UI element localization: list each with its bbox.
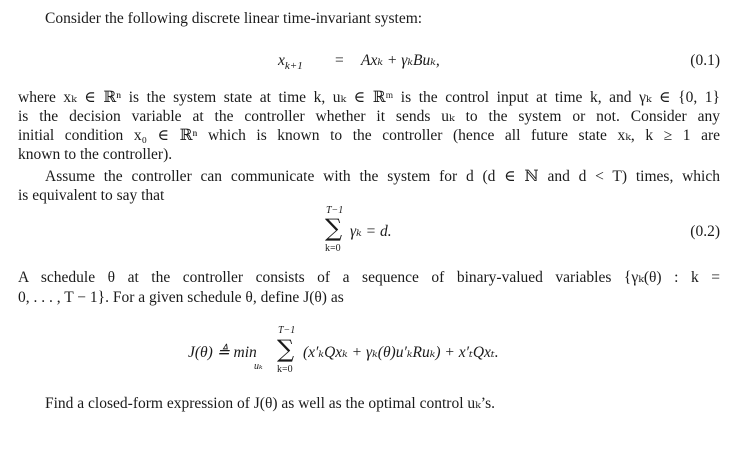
- para1-line-4: known to the controller).: [18, 146, 173, 163]
- para3-line-1: A schedule θ at the controller consists of a sequence of binary-valued variables {γₖ(θ) : k =: [18, 269, 720, 286]
- eq1-number: (0.1): [690, 52, 720, 69]
- eq3-min-subscript: uₖ: [254, 361, 263, 372]
- eq1-relation: =: [335, 52, 344, 69]
- eq1-lhs: [278, 51, 303, 76]
- eq3-body: (x′ₖQxₖ + γₖ(θ)u′ₖRuₖ) + x′ₜQxₜ.: [303, 344, 499, 361]
- eq3-sum-lower-limit: k=0: [277, 364, 293, 375]
- summation-symbol: ∑: [325, 214, 343, 242]
- summation-symbol-2: ∑: [277, 335, 295, 363]
- para2-line-1: Assume the controller can communicate with the system for d (d ∈ ℕ and d < T) times, which: [45, 168, 720, 185]
- para1-line-1: where xₖ ∈ ℝⁿ is the system state at time k, uₖ ∈ ℝᵐ is the control input at time k, and γₖ ∈ {0, 1}: [18, 89, 720, 106]
- eq3-lhs: J(θ) ≜ min: [188, 344, 257, 361]
- para1-line-2: is the decision variable at the controller whether it sends uₖ to the system or not. Consider any: [18, 108, 720, 125]
- para2-line-2: is equivalent to say that: [18, 187, 165, 204]
- eq2-number: (0.2): [690, 223, 720, 240]
- closing-text: Find a closed-form expression of J(θ) as well as the optimal control uₖ’s.: [45, 395, 495, 412]
- intro-text: Consider the following discrete linear time-invariant system:: [45, 10, 423, 27]
- eq2-sum-upper-limit: T−1: [326, 205, 344, 216]
- eq1-rhs: Axₖ + γₖBuₖ,: [361, 52, 440, 69]
- eq2-body: γₖ = d.: [350, 223, 392, 240]
- eq2-sum-lower-limit: k=0: [325, 243, 341, 254]
- eq3-sum-upper-limit: T−1: [278, 325, 296, 336]
- eq1-lhs-subscript: k+1: [284, 60, 303, 73]
- para1-line-3: initial condition x₀ ∈ ℝⁿ which is known to the controller (hence all future state xₖ, k ≥ 1 are: [18, 127, 720, 144]
- eq1-lhs-var: x: [278, 52, 285, 69]
- para3-line-2: 0, . . . , T − 1}. For a given schedule θ, define J(θ) as: [18, 289, 344, 306]
